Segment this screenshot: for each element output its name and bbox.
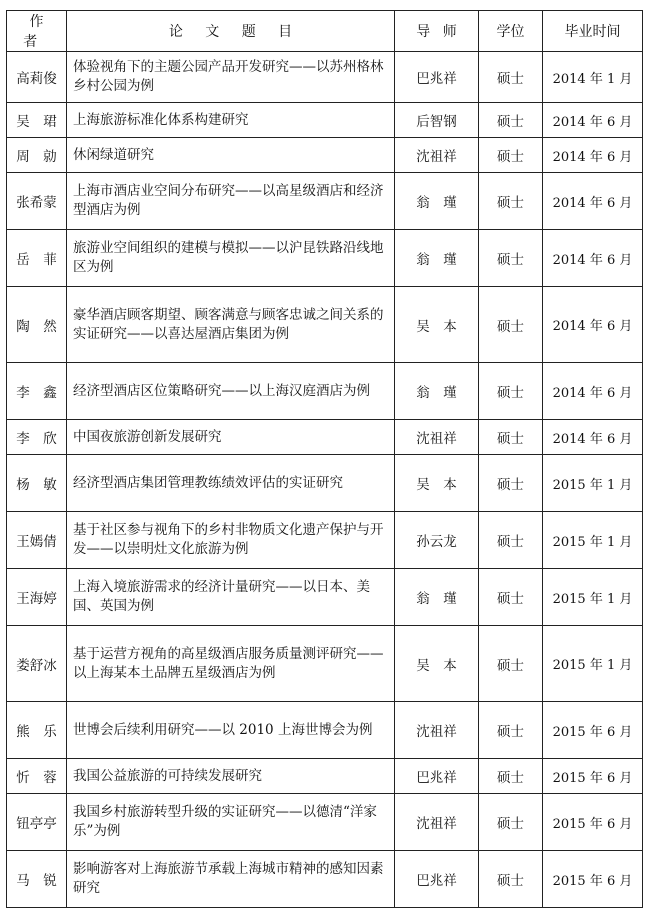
author-cell: 娄舒冰	[7, 626, 67, 702]
graduation-date-cell: 2015 年 6 月	[543, 794, 643, 851]
table-row	[7, 626, 643, 702]
header-degree: 学位	[479, 11, 543, 52]
author-cell: 岳 菲	[7, 230, 67, 287]
title-cell: 上海旅游标准化体系构建研究	[67, 103, 395, 138]
graduation-date-cell: 2014 年 6 月	[543, 138, 643, 173]
title-cell: 中国夜旅游创新发展研究	[67, 420, 395, 455]
graduation-date-cell: 2014 年 6 月	[543, 173, 643, 230]
title-cell: 休闲绿道研究	[67, 138, 395, 173]
degree-cell: 硕士	[479, 794, 543, 851]
degree-cell: 硕士	[479, 52, 543, 103]
table-row	[7, 363, 643, 420]
degree-cell: 硕士	[479, 287, 543, 363]
degree-cell: 硕士	[479, 103, 543, 138]
thesis-table	[6, 10, 643, 908]
header-graduation: 毕业时间	[543, 11, 643, 52]
title-cell: 经济型酒店集团管理教练绩效评估的实证研究	[67, 455, 395, 512]
header-author: 作者	[7, 11, 67, 52]
degree-cell: 硕士	[479, 512, 543, 569]
advisor-cell: 后智钢	[395, 103, 479, 138]
advisor-cell: 沈祖祥	[395, 794, 479, 851]
graduation-date-cell: 2014 年 6 月	[543, 230, 643, 287]
graduation-date-cell: 2014 年 6 月	[543, 420, 643, 455]
author-cell: 熊 乐	[7, 702, 67, 759]
author-cell: 高莉俊	[7, 52, 67, 103]
header-row	[7, 11, 643, 52]
title-cell: 旅游业空间组织的建模与模拟——以沪昆铁路沿线地区为例	[67, 230, 395, 287]
author-cell: 钮亭亭	[7, 794, 67, 851]
degree-cell: 硕士	[479, 363, 543, 420]
title-cell: 基于运营方视角的高星级酒店服务质量测评研究——以上海某本土品牌五星级酒店为例	[67, 626, 395, 702]
header-advisor: 导师	[395, 11, 479, 52]
table-row	[7, 759, 643, 794]
table-row	[7, 512, 643, 569]
table-row	[7, 173, 643, 230]
table-row	[7, 52, 643, 103]
degree-cell: 硕士	[479, 702, 543, 759]
degree-cell: 硕士	[479, 626, 543, 702]
advisor-cell: 巴兆祥	[395, 52, 479, 103]
document-page	[6, 10, 642, 908]
title-cell: 我国乡村旅游转型升级的实证研究——以德清“洋家乐”为例	[67, 794, 395, 851]
advisor-cell: 翁 瑾	[395, 363, 479, 420]
title-cell: 世博会后续利用研究——以 2010 上海世博会为例	[67, 702, 395, 759]
advisor-cell: 巴兆祥	[395, 851, 479, 908]
degree-cell: 硕士	[479, 230, 543, 287]
title-cell: 上海入境旅游需求的经济计量研究——以日本、美国、英国为例	[67, 569, 395, 626]
graduation-date-cell: 2015 年 1 月	[543, 455, 643, 512]
graduation-date-cell: 2014 年 6 月	[543, 103, 643, 138]
degree-cell: 硕士	[479, 569, 543, 626]
degree-cell: 硕士	[479, 455, 543, 512]
graduation-date-cell: 2015 年 1 月	[543, 626, 643, 702]
advisor-cell: 吴 本	[395, 455, 479, 512]
table-body	[7, 52, 643, 908]
table-row	[7, 287, 643, 363]
title-cell: 影响游客对上海旅游节承载上海城市精神的感知因素研究	[67, 851, 395, 908]
table-row	[7, 569, 643, 626]
degree-cell: 硕士	[479, 851, 543, 908]
advisor-cell: 沈祖祥	[395, 702, 479, 759]
author-cell: 马 锐	[7, 851, 67, 908]
author-cell: 吴 珺	[7, 103, 67, 138]
table-row	[7, 455, 643, 512]
advisor-cell: 沈祖祥	[395, 138, 479, 173]
author-cell: 周 勍	[7, 138, 67, 173]
degree-cell: 硕士	[479, 420, 543, 455]
advisor-cell: 沈祖祥	[395, 420, 479, 455]
degree-cell: 硕士	[479, 138, 543, 173]
title-cell: 上海市酒店业空间分布研究——以高星级酒店和经济型酒店为例	[67, 173, 395, 230]
advisor-cell: 孙云龙	[395, 512, 479, 569]
header-title: 论文题目	[67, 11, 395, 52]
graduation-date-cell: 2014 年 1 月	[543, 52, 643, 103]
table-row	[7, 702, 643, 759]
degree-cell: 硕士	[479, 173, 543, 230]
table-row	[7, 138, 643, 173]
title-cell: 经济型酒店区位策略研究——以上海汉庭酒店为例	[67, 363, 395, 420]
graduation-date-cell: 2015 年 6 月	[543, 851, 643, 908]
degree-cell: 硕士	[479, 759, 543, 794]
table-row	[7, 420, 643, 455]
author-cell: 张希蒙	[7, 173, 67, 230]
advisor-cell: 翁 瑾	[395, 230, 479, 287]
title-cell: 基于社区参与视角下的乡村非物质文化遗产保护与开发——以崇明灶文化旅游为例	[67, 512, 395, 569]
title-cell: 豪华酒店顾客期望、顾客满意与顾客忠诚之间关系的实证研究——以喜达屋酒店集团为例	[67, 287, 395, 363]
title-cell: 体验视角下的主题公园产品开发研究——以苏州格林乡村公园为例	[67, 52, 395, 103]
graduation-date-cell: 2015 年 6 月	[543, 759, 643, 794]
author-cell: 陶 然	[7, 287, 67, 363]
table-row	[7, 230, 643, 287]
advisor-cell: 翁 瑾	[395, 173, 479, 230]
author-cell: 李 欣	[7, 420, 67, 455]
author-cell: 李 鑫	[7, 363, 67, 420]
advisor-cell: 吴 本	[395, 287, 479, 363]
graduation-date-cell: 2014 年 6 月	[543, 363, 643, 420]
table-header	[7, 11, 643, 52]
author-cell: 杨 敏	[7, 455, 67, 512]
advisor-cell: 翁 瑾	[395, 569, 479, 626]
graduation-date-cell: 2015 年 1 月	[543, 569, 643, 626]
author-cell: 王海婷	[7, 569, 67, 626]
title-cell: 我国公益旅游的可持续发展研究	[67, 759, 395, 794]
graduation-date-cell: 2015 年 1 月	[543, 512, 643, 569]
graduation-date-cell: 2014 年 6 月	[543, 287, 643, 363]
table-row	[7, 794, 643, 851]
advisor-cell: 巴兆祥	[395, 759, 479, 794]
table-row	[7, 103, 643, 138]
author-cell: 王嫣倩	[7, 512, 67, 569]
graduation-date-cell: 2015 年 6 月	[543, 702, 643, 759]
author-cell: 忻 蓉	[7, 759, 67, 794]
table-row	[7, 851, 643, 908]
advisor-cell: 吴 本	[395, 626, 479, 702]
